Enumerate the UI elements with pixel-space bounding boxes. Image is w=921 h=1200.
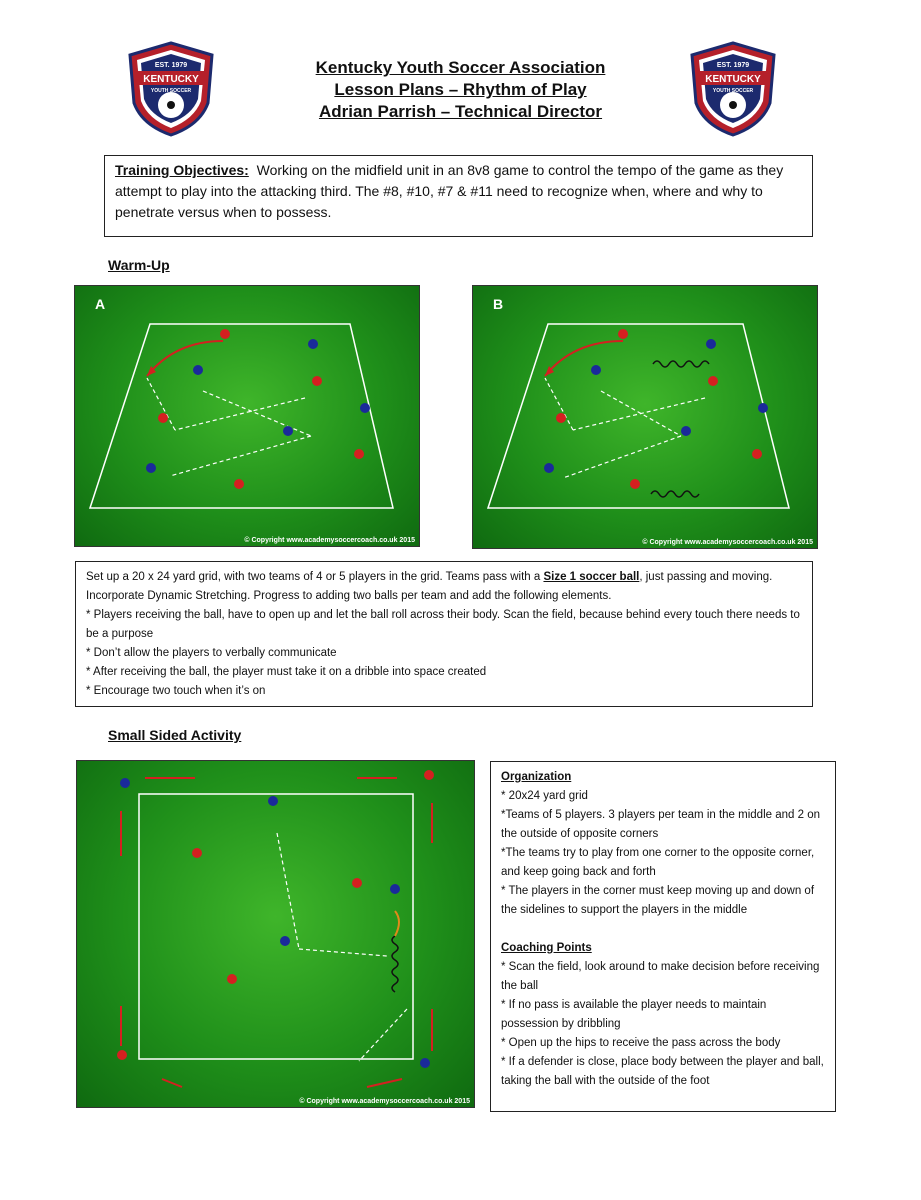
diagram-a-copyright: © Copyright www.academysoccercoach.co.uk 2015	[244, 537, 415, 544]
small-sided-copyright: © Copyright www.academysoccercoach.co.uk 2015	[299, 1098, 470, 1105]
coaching-point: * Scan the field, look around to make decision before receiving the ball	[501, 961, 820, 992]
warmup-bullet: * After receiving the ball, the player must take it on a dribble into space created	[86, 666, 487, 678]
document-title	[200, 57, 721, 123]
small-sided-heading: Small Sided Activity	[108, 727, 242, 743]
organization-box	[490, 761, 836, 1112]
diagram-a-label: A	[95, 296, 106, 312]
training-objectives-box	[104, 155, 813, 237]
svg-text:YOUTH SOCCER: YOUTH SOCCER	[712, 88, 754, 94]
organization-item: *Teams of 5 players. 3 players per team in the middle and 2 on the outside of opposite corners	[501, 809, 820, 840]
warmup-diagram-b	[472, 285, 818, 549]
organization-item: *The teams try to play from one corner to the opposite corner, and keep going back and forth	[501, 847, 815, 878]
objectives-text: Working on the midfield unit in an 8v8 game to control the tempo of the game as they attempt to play into the attacking third. The #8, #10, #7 & #11 need to recognize when, where and why to penetrate versus when to possess.	[115, 162, 784, 220]
warmup-description-box	[75, 561, 813, 707]
organization-heading: Organization	[501, 771, 572, 783]
svg-text:KENTUCKY: KENTUCKY	[143, 74, 199, 85]
svg-text:KENTUCKY: KENTUCKY	[705, 74, 761, 85]
warmup-bullet: * Encourage two touch when it’s on	[86, 685, 266, 697]
svg-text:YOUTH SOCCER: YOUTH SOCCER	[150, 88, 192, 94]
coaching-point: * Open up the hips to receive the pass across the body	[501, 1037, 781, 1049]
svg-text:EST. 1979: EST. 1979	[154, 62, 188, 69]
coaching-points-heading: Coaching Points	[501, 942, 592, 954]
title-line-1: Kentucky Youth Soccer Association	[315, 58, 606, 77]
title-line-3: Adrian Parrish – Technical Director	[318, 102, 603, 121]
diagram-b-copyright: © Copyright www.academysoccercoach.co.uk 2015	[642, 539, 813, 546]
warmup-bullet: * Don’t allow the players to verbally communicate	[86, 647, 337, 659]
organization-item: * 20x24 yard grid	[501, 790, 588, 802]
organization-item: * The players in the corner must keep moving up and down of the sidelines to support the players in the middle	[501, 885, 815, 916]
warmup-heading: Warm-Up	[108, 257, 170, 273]
warmup-diagram-a	[74, 285, 420, 547]
warmup-bullet: * Players receiving the ball, have to open up and let the ball roll across their body. Scan the field, because behind every touch there needs to be a purpose	[86, 609, 800, 640]
objectives-label: Training Objectives:	[115, 162, 249, 178]
small-sided-diagram	[76, 760, 475, 1108]
diagram-b-label: B	[493, 296, 504, 312]
warmup-setup: Set up a 20 x 24 yard grid, with two teams of 4 or 5 players in the grid. Teams pass with a Size 1 soccer ball, just passing and moving. Incorporate Dynamic Stretching. Progress to adding two balls per team and add the following elements.	[86, 571, 773, 602]
coaching-point: * If no pass is available the player needs to maintain possession by dribbling	[501, 999, 767, 1030]
coaching-point: * If a defender is close, place body between the player and ball, taking the ball with the outside of the foot	[501, 1056, 824, 1087]
title-line-2: Lesson Plans – Rhythm of Play	[334, 80, 587, 99]
svg-text:EST. 1979: EST. 1979	[716, 62, 750, 69]
